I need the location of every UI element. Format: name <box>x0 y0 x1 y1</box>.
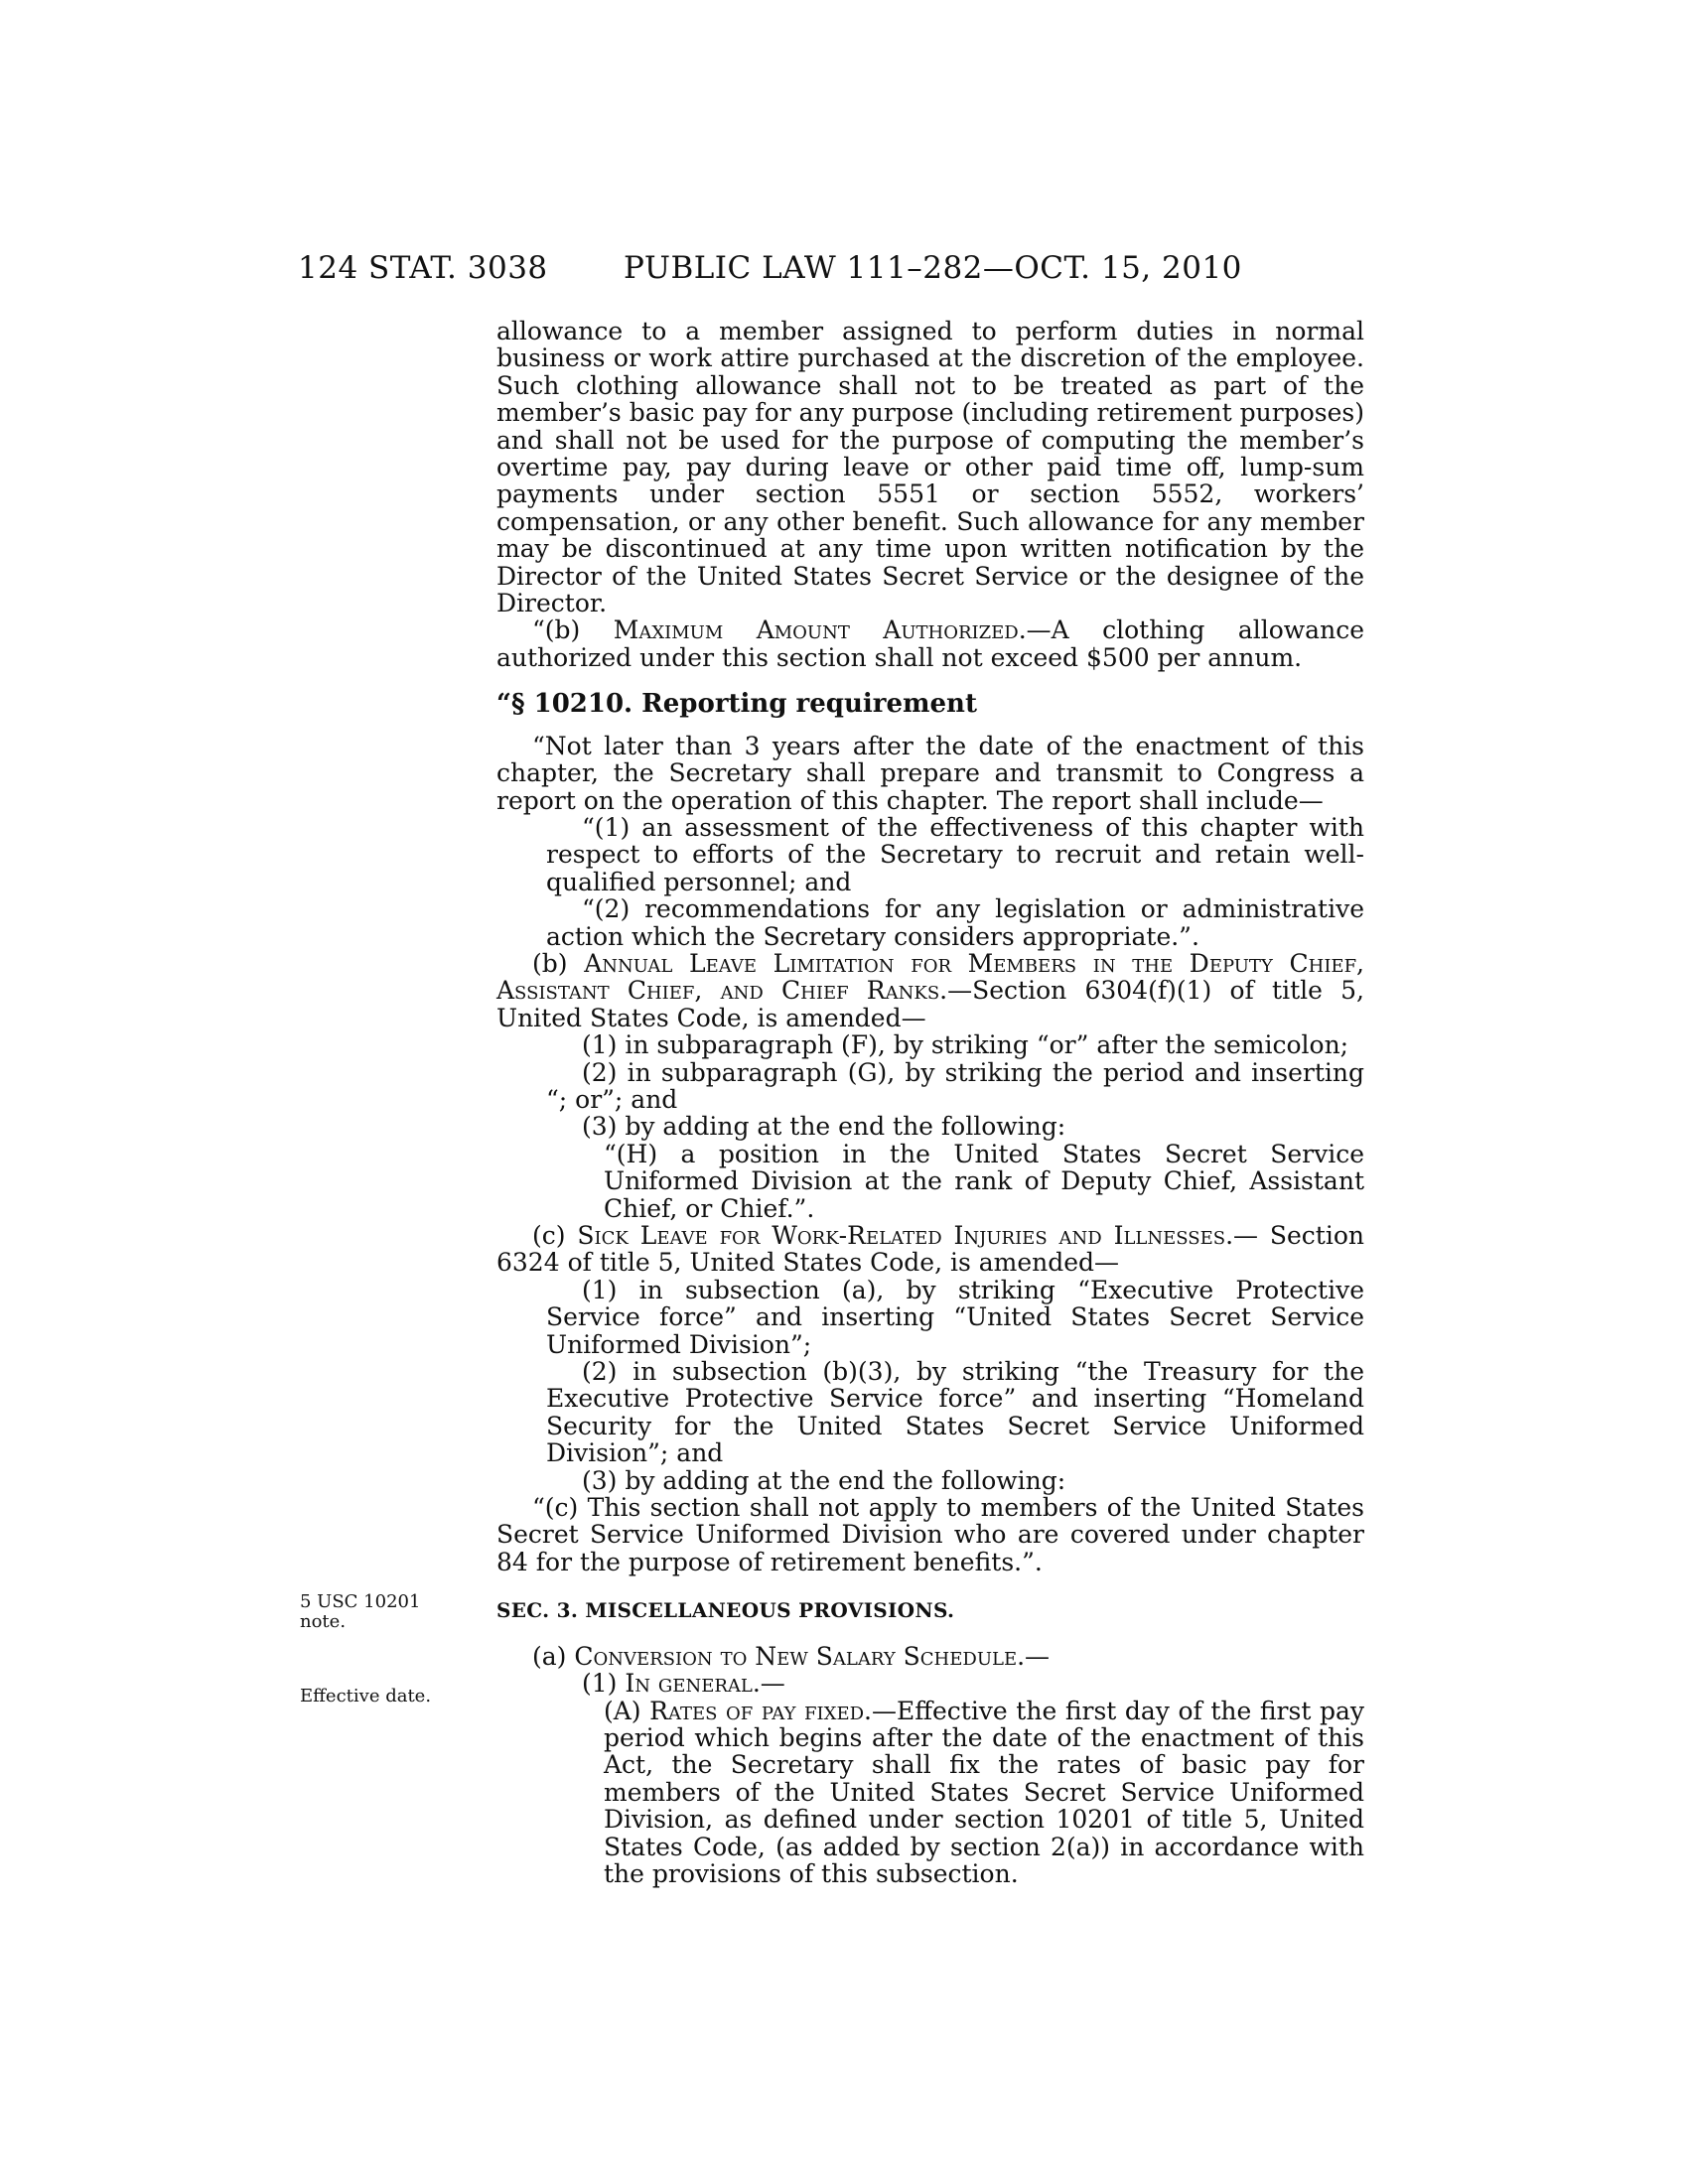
margin-note-usc-line1: 5 USC 10201 <box>300 1591 421 1612</box>
paragraph-subparagraph-g: (2) in subparagraph (G), by striking the period and inserting “; or”; and <box>546 1057 1364 1114</box>
paragraph-text: .— <box>1017 1641 1051 1671</box>
paragraph-adding-c: (3) by adding at the end the following: <box>582 1465 1066 1495</box>
paragraph-label: (A) <box>604 1696 650 1725</box>
public-law-title: PUBLIC LAW 111–282—OCT. 15, 2010 <box>624 250 1242 286</box>
paragraph-label: “(b) <box>532 615 614 645</box>
paragraph-text: “(H) a position in the United States Secret Service Uniformed Division at the rank of Deputy Chief, Assistant Chief, or Chief.”. <box>604 1139 1364 1223</box>
paragraph-clothing-allowance: allowance to a member assigned to perform duties in normal business or work attire purchased at the discretion of the employee. Such clothing allowance shall not to be treated as part of the member’s basic pay for any purpose (including retirement purposes) and shall not be used for the purpose of computing the member’s overtime pay, pay during leave or other paid time off, lump-sum payments under section 5551 or section 5552, workers’ compensation, or any other benefit. Such allowance for any member may be discontinued at any time upon written notification by the Director of the United States Secret Service or the designee of the Director. <box>496 317 1364 618</box>
document-body <box>496 318 1364 1887</box>
paragraph-text: .—Effective the first day of the first pay period which begins after the date of the enactment of this Act, the Secretary shall fix the rates of basic pay for members of the United States Secret Service Uniformed Division, as defined under section 10201 of title 5, United States Code, (as added by section 2(a)) in accordance with the provisions of this subsection. <box>604 1696 1364 1888</box>
paragraph-text: .—A clothing allowance authorized under this section shall not exceed $500 per annum. <box>496 615 1364 672</box>
section-heading-sec3: SEC. 3. MISCELLANEOUS PROVISIONS. <box>496 1598 955 1623</box>
paragraph-subsection-b3: (2) in subsection (b)(3), by striking “the Treasury for the Executive Protective Service force” and inserting “Homeland Security for the United States Secret Service Uniformed Division”; and <box>546 1357 1364 1468</box>
paragraph-position-h <box>496 1141 1364 1222</box>
paragraph-label: (a) <box>532 1641 575 1671</box>
paragraph-label: (1) <box>582 1669 626 1699</box>
paragraph-label: (c) <box>532 1221 578 1250</box>
paragraph-caption: Maximum Amount Authorized <box>613 615 1019 645</box>
paragraph-sick-leave <box>496 1222 1364 1277</box>
paragraph-annual-leave <box>496 950 1364 1031</box>
paragraph-recommendations: “(2) recommendations for any legislation or administrative action which the Secretary considers appropriate.”. <box>546 894 1364 951</box>
paragraph-reporting: “Not later than 3 years after the date of the enactment of this chapter, the Secretary shall prepare and transmit to Congress a report on the operation of this chapter. The report shall include— <box>496 731 1364 815</box>
paragraph-maximum-amount <box>496 616 1364 671</box>
paragraph-text: .—Section 6304(f)(1) of title 5, United States Code, is amended— <box>496 976 1365 1032</box>
paragraph-caption: Conversion to New Salary Schedule <box>574 1641 1018 1671</box>
margin-note-effective-date: Effective date. <box>300 1686 432 1706</box>
paragraph-subparagraph-f: (1) in subparagraph (F), by striking “or” after the semicolon; <box>582 1030 1349 1060</box>
section-heading-10210: “§ 10210. Reporting requirement <box>496 689 977 720</box>
page-header <box>298 250 1242 286</box>
paragraph-text: .— <box>752 1669 785 1699</box>
paragraph-caption: Sick Leave for Work-Related Injuries and Illnesses <box>577 1221 1226 1250</box>
paragraph-caption: Annual Leave Limitation for Members in the Deputy Chief, Assistant Chief, and Chief Ranks <box>496 948 1364 1006</box>
paragraph-text: .— Section 6324 of title 5, United States Code, is amended— <box>496 1221 1364 1278</box>
statute-page-number: 124 STAT. 3038 <box>298 250 548 286</box>
margin-note-usc-line2: note. <box>300 1611 347 1632</box>
paragraph-caption: In general <box>625 1669 753 1699</box>
paragraph-assessment: “(1) an assessment of the effectiveness of this chapter with respect to efforts of the Secretary to recruit and retain well-qualified personnel; and <box>546 812 1364 896</box>
paragraph-in-general <box>496 1670 1364 1697</box>
paragraph-conversion <box>496 1643 1364 1670</box>
paragraph-rates-of-pay <box>496 1698 1364 1888</box>
paragraph-caption: Rates of pay fixed <box>649 1696 865 1725</box>
paragraph-subsection-a: (1) in subsection (a), by striking “Executive Protective Service force” and inserting “United States Secret Service Uniformed Division”; <box>546 1275 1364 1359</box>
paragraph-label: (b) <box>532 948 585 978</box>
paragraph-section-c: “(c) This section shall not apply to members of the United States Secret Service Uniformed Division who are covered under chapter 84 for the purpose of retirement benefits.”. <box>496 1493 1364 1576</box>
margin-note-usc <box>300 1592 449 1632</box>
paragraph-adding-h: (3) by adding at the end the following: <box>582 1112 1066 1142</box>
